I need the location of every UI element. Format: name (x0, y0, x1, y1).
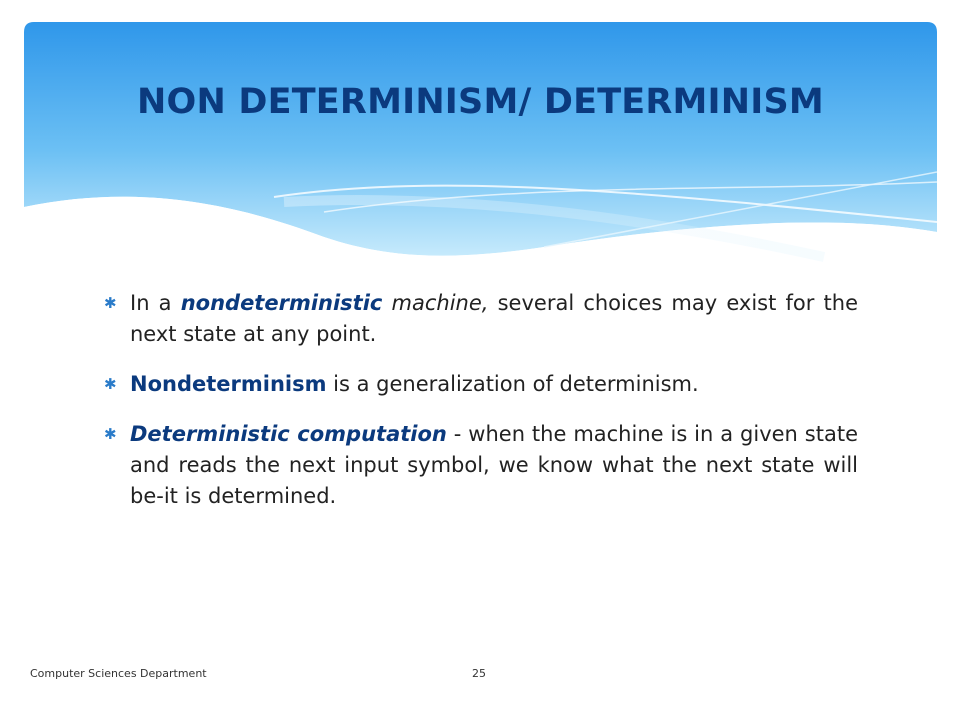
bullet-item (104, 288, 858, 350)
bullet-item (104, 369, 858, 400)
bullet-text: - when the machine is in a given state and reads the next input symbol, we know what the next state will be-it is determined. (130, 422, 858, 508)
bullet-emphasis: Nondeterminism (130, 372, 327, 396)
bullet-text: In a (130, 291, 181, 315)
footer-department: Computer Sciences Department (30, 667, 207, 680)
header-banner (24, 22, 937, 272)
asterisk-bullet-icon: ✱ (104, 294, 117, 312)
asterisk-bullet-icon: ✱ (104, 425, 117, 443)
bullet-text: several choices may exist for the next state at any point. (130, 291, 858, 346)
bullet-italic: machine, (382, 291, 489, 315)
bullet-emphasis: Deterministic computation (130, 422, 447, 446)
bullet-list (104, 288, 858, 531)
page-number: 25 (472, 667, 486, 680)
bullet-emphasis: nondeterministic (180, 291, 383, 315)
header-wave-graphic (24, 22, 937, 272)
slide-title: NON DETERMINISM/ DETERMINISM (137, 82, 824, 122)
asterisk-bullet-icon: ✱ (104, 375, 117, 393)
bullet-item (104, 419, 858, 512)
bullet-text: is a generalization of determinism. (326, 372, 699, 396)
